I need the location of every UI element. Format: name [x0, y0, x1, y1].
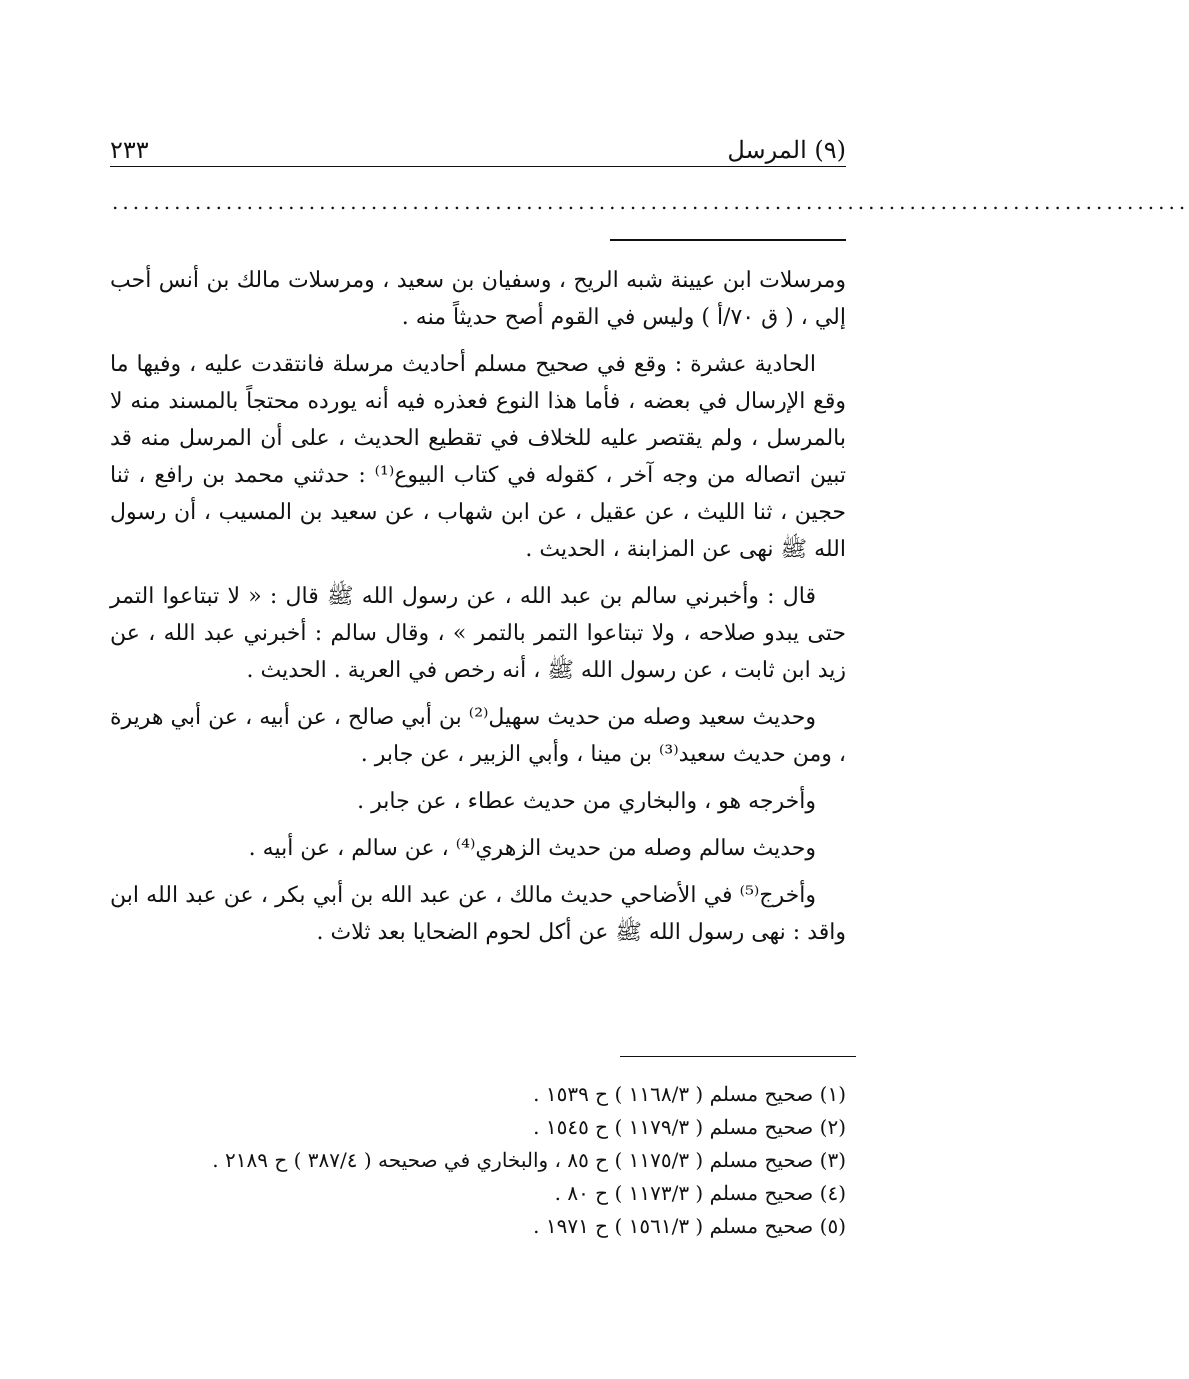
section-rule [610, 239, 846, 241]
footnote: (٤) صحيح مسلم ( ١١٧٣/٣ ) ح ٨٠ . [554, 1181, 846, 1205]
footnotes [100, 1078, 846, 1243]
paragraph: قال : وأخبرني سالم بن عبد الله ، عن رسول الله ﷺ قال : « لا تبتاعوا التمر حتى يبدو صلاحه ، ولا تبتاعوا التمر بالتمر » ، وقال سالم : أخبرني عبد الله ، عن زيد ابن ثابت ، عن رسول الله ﷺ ، أنه رخص في العرية . الحديث . [110, 584, 846, 683]
header-rule [110, 166, 846, 167]
page-number: ٢٣٣ [110, 136, 149, 164]
paragraph: ومرسلات ابن عيينة شبه الريح ، وسفيان بن سعيد ، ومرسلات مالك بن أنس أحب إلي ، ( ق ٧٠/أ ) وليس في القوم أصح حديثاً منه . [110, 268, 846, 330]
paragraph: الحادية عشرة : وقع في صحيح مسلم أحاديث مرسلة فانتقدت عليه ، وفيها ما وقع الإرسال في بعضه ، فأما هذا النوع فعذره فيه أنه يورده محتجاً بالمسند منه لا بالمرسل ، ولم يقتصر عليه للخلاف في تقطيع الحديث ، على أن المرسل منه قد تبين اتصاله من وجه آخر ، كقوله في كتاب البيوع⁽¹⁾ : حدثني محمد بن رافع ، ثنا حجين ، ثنا الليث ، عن عقيل ، عن ابن شهاب ، عن سعيد بن المسيب ، أن رسول الله ﷺ نهى عن المزابنة ، الحديث . [110, 352, 847, 562]
page-header [110, 128, 846, 164]
paragraph: وأخرج⁽⁵⁾ في الأضاحي حديث مالك ، عن عبد الله بن أبي بكر ، عن عبد الله ابن واقد : نهى رسول الله ﷺ عن أكل لحوم الضحايا بعد ثلاث . [110, 883, 846, 945]
dotted-separator: ........................................................................................................ [112, 190, 1189, 214]
paragraph: وأخرجه هو ، والبخاري من حديث عطاء ، عن جابر . [357, 789, 816, 814]
footnote: (٢) صحيح مسلم ( ١١٧٩/٣ ) ح ١٥٤٥ . [533, 1115, 846, 1139]
paragraph: وحديث سالم وصله من حديث الزهري⁽⁴⁾ ، عن سالم ، عن أبيه . [248, 836, 816, 861]
footnote: (١) صحيح مسلم ( ١١٦٨/٣ ) ح ١٥٣٩ . [533, 1082, 846, 1106]
footnote-rule [620, 1056, 856, 1057]
main-text [110, 262, 846, 961]
paragraph: وحديث سعيد وصله من حديث سهيل⁽²⁾ بن أبي صالح ، عن أبيه ، عن أبي هريرة ، ومن حديث سعيد⁽³⁾ بن مينا ، وأبي الزبير ، عن جابر . [110, 705, 846, 767]
footnote: (٣) صحيح مسلم ( ١١٧٥/٣ ) ح ٨٥ ، والبخاري في صحيحه ( ٣٨٧/٤ ) ح ٢١٨٩ . [212, 1148, 846, 1172]
chapter-title: (٩) المرسل [727, 136, 846, 164]
footnote: (٥) صحيح مسلم ( ١٥٦١/٣ ) ح ١٩٧١ . [533, 1214, 846, 1238]
